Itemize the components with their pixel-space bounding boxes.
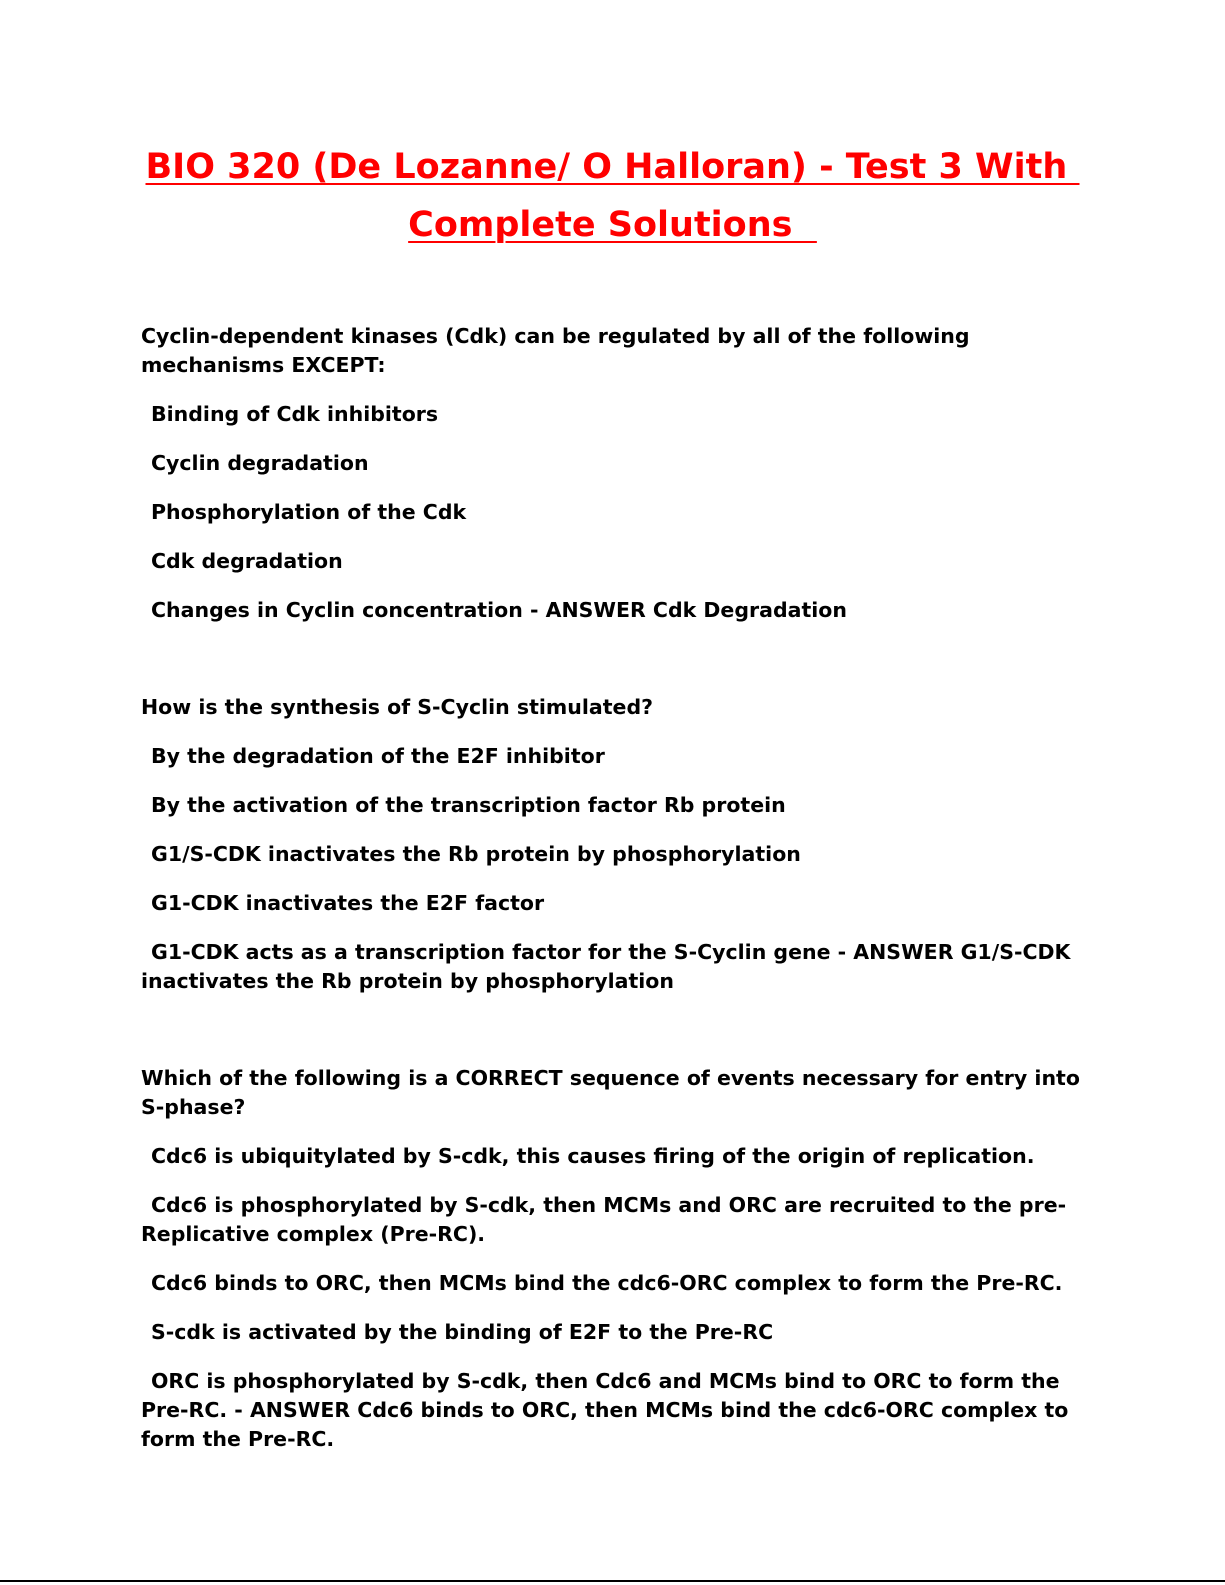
answer-option: Cdc6 is ubiquitylated by S-cdk, this causes firing of the origin of replication. bbox=[151, 1144, 1035, 1168]
question-block-2 bbox=[141, 693, 1101, 996]
question-block-3 bbox=[141, 1064, 1101, 1454]
document-title bbox=[100, 138, 1125, 254]
answer-option-with-answer: G1-CDK acts as a transcription factor for the S-Cyclin gene - ANSWER G1/S-CDK inactivates the Rb protein by phosphorylation bbox=[141, 940, 1071, 993]
answer-option: S-cdk is activated by the binding of E2F to the Pre-RC bbox=[151, 1320, 774, 1344]
question-block-1 bbox=[141, 322, 1101, 625]
answer-option-with-answer: ORC is phosphorylated by S-cdk, then Cdc6 and MCMs bind to ORC to form the Pre-RC. - ANSWER Cdc6 binds to ORC, then MCMs bind the cdc6-ORC complex to form the Pre-RC. bbox=[141, 1369, 1069, 1451]
question-text: Which of the following is a CORRECT sequence of events necessary for entry into S-phase? bbox=[141, 1066, 1080, 1119]
title-line-2: Complete Solutions bbox=[408, 205, 817, 245]
answer-option: By the activation of the transcription factor Rb protein bbox=[151, 793, 786, 817]
answer-option: Cdc6 binds to ORC, then MCMs bind the cdc6-ORC complex to form the Pre-RC. bbox=[151, 1271, 1063, 1295]
answer-option: Phosphorylation of the Cdk bbox=[151, 500, 467, 524]
question-list bbox=[141, 322, 1101, 1454]
question-text: Cyclin-dependent kinases (Cdk) can be regulated by all of the following mechanisms EXCEPT: bbox=[141, 324, 970, 377]
answer-option: Cyclin degradation bbox=[151, 451, 369, 475]
answer-option: By the degradation of the E2F inhibitor bbox=[151, 744, 605, 768]
answer-option: Cdc6 is phosphorylated by S-cdk, then MCMs and ORC are recruited to the pre-Replicative complex (Pre-RC). bbox=[141, 1193, 1067, 1246]
question-text: How is the synthesis of S-Cyclin stimulated? bbox=[141, 695, 654, 719]
page-bottom-rule bbox=[0, 1580, 1225, 1582]
answer-option: G1/S-CDK inactivates the Rb protein by phosphorylation bbox=[151, 842, 801, 866]
answer-option: G1-CDK inactivates the E2F factor bbox=[151, 891, 545, 915]
answer-option: Cdk degradation bbox=[151, 549, 343, 573]
title-line-1: BIO 320 (De Lozanne/ O Halloran) - Test 3 With bbox=[145, 147, 1080, 187]
answer-option: Binding of Cdk inhibitors bbox=[151, 402, 439, 426]
answer-option-with-answer: Changes in Cyclin concentration - ANSWER Cdk Degradation bbox=[151, 598, 847, 622]
